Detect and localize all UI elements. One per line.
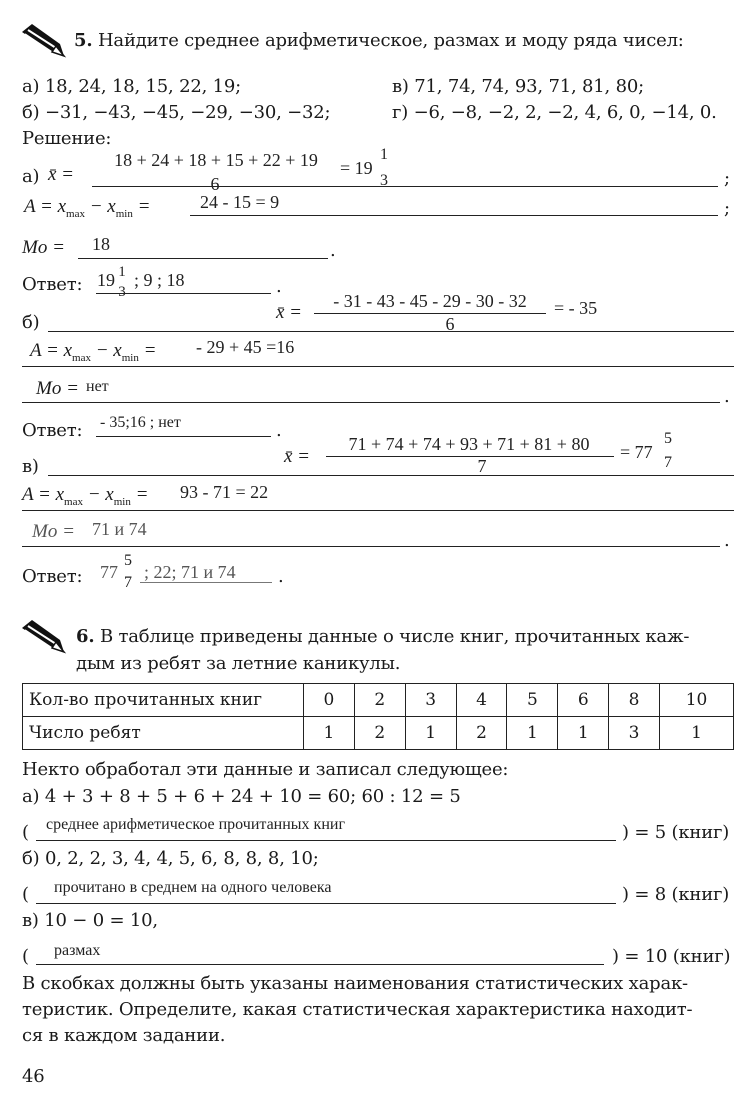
part-a-mode-value: 18 <box>92 234 110 254</box>
part-a-mean-frac-num: 1 <box>380 146 388 163</box>
table-header-children: Число ребят <box>23 717 304 750</box>
task5-heading <box>74 30 684 51</box>
open-paren: ( <box>22 822 29 843</box>
task6-v-result: ) = 10 (книг) <box>612 946 731 967</box>
task6-a-result: ) = 5 (книг) <box>622 822 730 843</box>
part-v-mode-value: 71 и 74 <box>92 519 147 539</box>
task6-v-answer-line <box>36 964 604 965</box>
task6-b-answer: прочитано в среднем на одного человека <box>54 879 332 896</box>
part-b-label: б) <box>22 312 40 333</box>
table-cell: 1 <box>405 717 456 750</box>
table-row <box>23 684 734 717</box>
task6-v-calc: в) 10 − 0 = 10, <box>22 910 158 931</box>
part-b-mean-fraction-bar <box>314 313 546 314</box>
part-a-mode-label: Mo = <box>22 237 65 258</box>
part-v-range-formula: $A = x_{max} - x_{min}$ = <box>22 484 149 508</box>
part-b-answer-value: - 35;16 ; нет <box>100 414 181 431</box>
table-cell: 1 <box>304 717 355 750</box>
part-a-label: а) <box>22 166 40 187</box>
task6-number: 6. <box>76 626 95 647</box>
part-v-answer-frac-den: 7 <box>124 574 132 591</box>
table-cell: 3 <box>405 684 456 717</box>
semicolon: ; <box>724 198 730 219</box>
part-b-range-formula: $A = x_{max} - x_{min}$ = <box>30 340 157 364</box>
part-a-answer-line <box>96 293 271 294</box>
part-v-range-line <box>22 510 734 511</box>
part-v-mean-frac-den: 7 <box>664 454 672 471</box>
task6-title-line1: В таблице приведены данные о числе книг, прочитанных каж- <box>99 626 690 647</box>
part-a-mean-line <box>92 186 718 187</box>
part-b-mean-line <box>48 331 734 332</box>
open-paren: ( <box>22 946 29 967</box>
page-number: 46 <box>22 1066 45 1087</box>
part-v-answer-frac-num: 5 <box>124 552 132 569</box>
table-cell: 2 <box>354 684 405 717</box>
part-a-mean-numerator: 18 + 24 + 18 + 15 + 22 + 19 <box>114 150 318 170</box>
part-b-mean-numerator: - 31 - 43 - 45 - 29 - 30 - 32 <box>333 291 527 311</box>
part-v-mean-denominator: 7 <box>477 456 487 476</box>
part-v-mean-fraction-bar <box>326 456 614 457</box>
solution-label: Решение: <box>22 128 112 149</box>
part-v-label: в) <box>22 456 39 477</box>
task6-a-calc: а) 4 + 3 + 8 + 5 + 6 + 24 + 10 = 60; 60 : 12 = 5 <box>22 786 461 807</box>
part-a-answer-rest: ; 9 ; 18 <box>134 270 185 290</box>
task6-a-answer: среднее арифметическое прочитанных книг <box>46 816 345 833</box>
part-v-mean-numerator: 71 + 74 + 74 + 93 + 71 + 81 + 80 <box>348 434 590 454</box>
part-b-mean-result: = - 35 <box>554 298 598 318</box>
series-g: г) −6, −8, −2, 2, −2, 4, 6, 0, −14, 0. <box>392 102 717 123</box>
period: . <box>276 420 282 441</box>
table-cell: 1 <box>507 717 558 750</box>
part-a-answer-frac-num: 1 <box>118 264 126 280</box>
task6-b-result: ) = 8 (книг) <box>622 884 730 905</box>
part-v-mode-label: Mo = <box>32 521 75 542</box>
period: . <box>724 386 730 407</box>
table-cell: 8 <box>609 684 660 717</box>
part-a-range-value: 24 - 15 = 9 <box>200 192 280 212</box>
part-v-mode-line <box>22 546 720 547</box>
period: . <box>278 566 284 587</box>
table-cell: 3 <box>609 717 660 750</box>
part-a-mean-result: = 19 <box>340 158 373 178</box>
series-a: а) 18, 24, 18, 15, 22, 19; <box>22 76 241 97</box>
series-b: б) −31, −43, −45, −29, −30, −32; <box>22 102 331 123</box>
part-v-mean-frac-num: 5 <box>664 430 672 447</box>
task6-title-line2: дым из ребят за летние каникулы. <box>76 653 401 674</box>
task6-b-answer-line <box>36 903 616 904</box>
part-v-answer-label: Ответ: <box>22 566 83 587</box>
part-a-range-line <box>190 215 718 216</box>
task6-heading <box>76 626 689 647</box>
period: . <box>724 530 730 551</box>
table-cell: 10 <box>660 684 734 717</box>
task5-number: 5. <box>74 30 93 51</box>
task6-conclusion-line1: В скобках должны быть указаны наименования статистических харак- <box>22 973 688 994</box>
series-v: в) 71, 74, 74, 93, 71, 81, 80; <box>392 76 644 97</box>
part-b-mean-label: x̄ = <box>276 302 303 323</box>
pencil-icon <box>20 22 70 60</box>
part-b-range-value: - 29 + 45 =16 <box>196 337 295 357</box>
pencil-icon <box>20 618 70 656</box>
table-cell: 1 <box>558 717 609 750</box>
task6-a-answer-line <box>36 840 616 841</box>
table-header-books-read: Кол-во прочитанных книг <box>23 684 304 717</box>
task6-conclusion-line3: ся в каждом задании. <box>22 1025 226 1046</box>
period: . <box>330 240 336 261</box>
part-b-mode-value: нет <box>86 378 109 395</box>
table-cell: 0 <box>304 684 355 717</box>
part-a-mean-denominator: 6 <box>210 174 220 194</box>
part-a-range-formula: $A = x_{max} - x_{min}$ = <box>24 196 151 220</box>
part-v-answer-line <box>140 582 272 583</box>
task6-intro: Некто обработал эти данные и записал следующее: <box>22 759 509 780</box>
table-cell: 5 <box>507 684 558 717</box>
books-table <box>22 683 734 750</box>
part-a-mean-label: x̄ = <box>48 164 75 185</box>
task6-conclusion-line2: теристик. Определите, какая статистическая характеристика находит- <box>22 999 693 1020</box>
table-cell: 6 <box>558 684 609 717</box>
part-b-answer-line <box>96 436 271 437</box>
part-v-mean-result: = 77 <box>620 442 653 462</box>
part-a-mode-line <box>78 258 328 259</box>
part-b-mean-denominator: 6 <box>445 314 455 334</box>
semicolon: ; <box>724 168 730 189</box>
part-b-range-line <box>22 366 734 367</box>
open-paren: ( <box>22 884 29 905</box>
part-b-mode-label: Mo = <box>36 378 79 399</box>
part-v-answer-rest: ; 22; 71 и 74 <box>144 562 236 582</box>
part-a-mean-frac-den: 3 <box>380 172 388 189</box>
part-v-range-value: 93 - 71 = 22 <box>180 482 269 502</box>
part-b-answer-label: Ответ: <box>22 420 83 441</box>
part-a-answer-label: Ответ: <box>22 274 83 295</box>
task6-v-answer: размах <box>54 942 101 959</box>
task5-title: Найдите среднее арифметическое, размах и моду ряда чисел: <box>97 30 684 51</box>
task6-b-calc: б) 0, 2, 2, 3, 4, 4, 5, 6, 8, 8, 8, 10; <box>22 848 319 869</box>
period: . <box>276 276 282 297</box>
part-v-mean-label: x̄ = <box>284 446 311 467</box>
part-a-answer-frac-den: 3 <box>118 284 126 300</box>
part-v-mean-line <box>48 475 734 476</box>
table-row <box>23 717 734 750</box>
part-b-mode-line <box>22 402 720 403</box>
table-cell: 2 <box>456 717 507 750</box>
table-cell: 2 <box>354 717 405 750</box>
part-v-answer-whole: 77 <box>100 562 118 582</box>
table-cell: 4 <box>456 684 507 717</box>
table-cell: 1 <box>660 717 734 750</box>
part-a-answer-whole: 19 <box>97 270 115 290</box>
